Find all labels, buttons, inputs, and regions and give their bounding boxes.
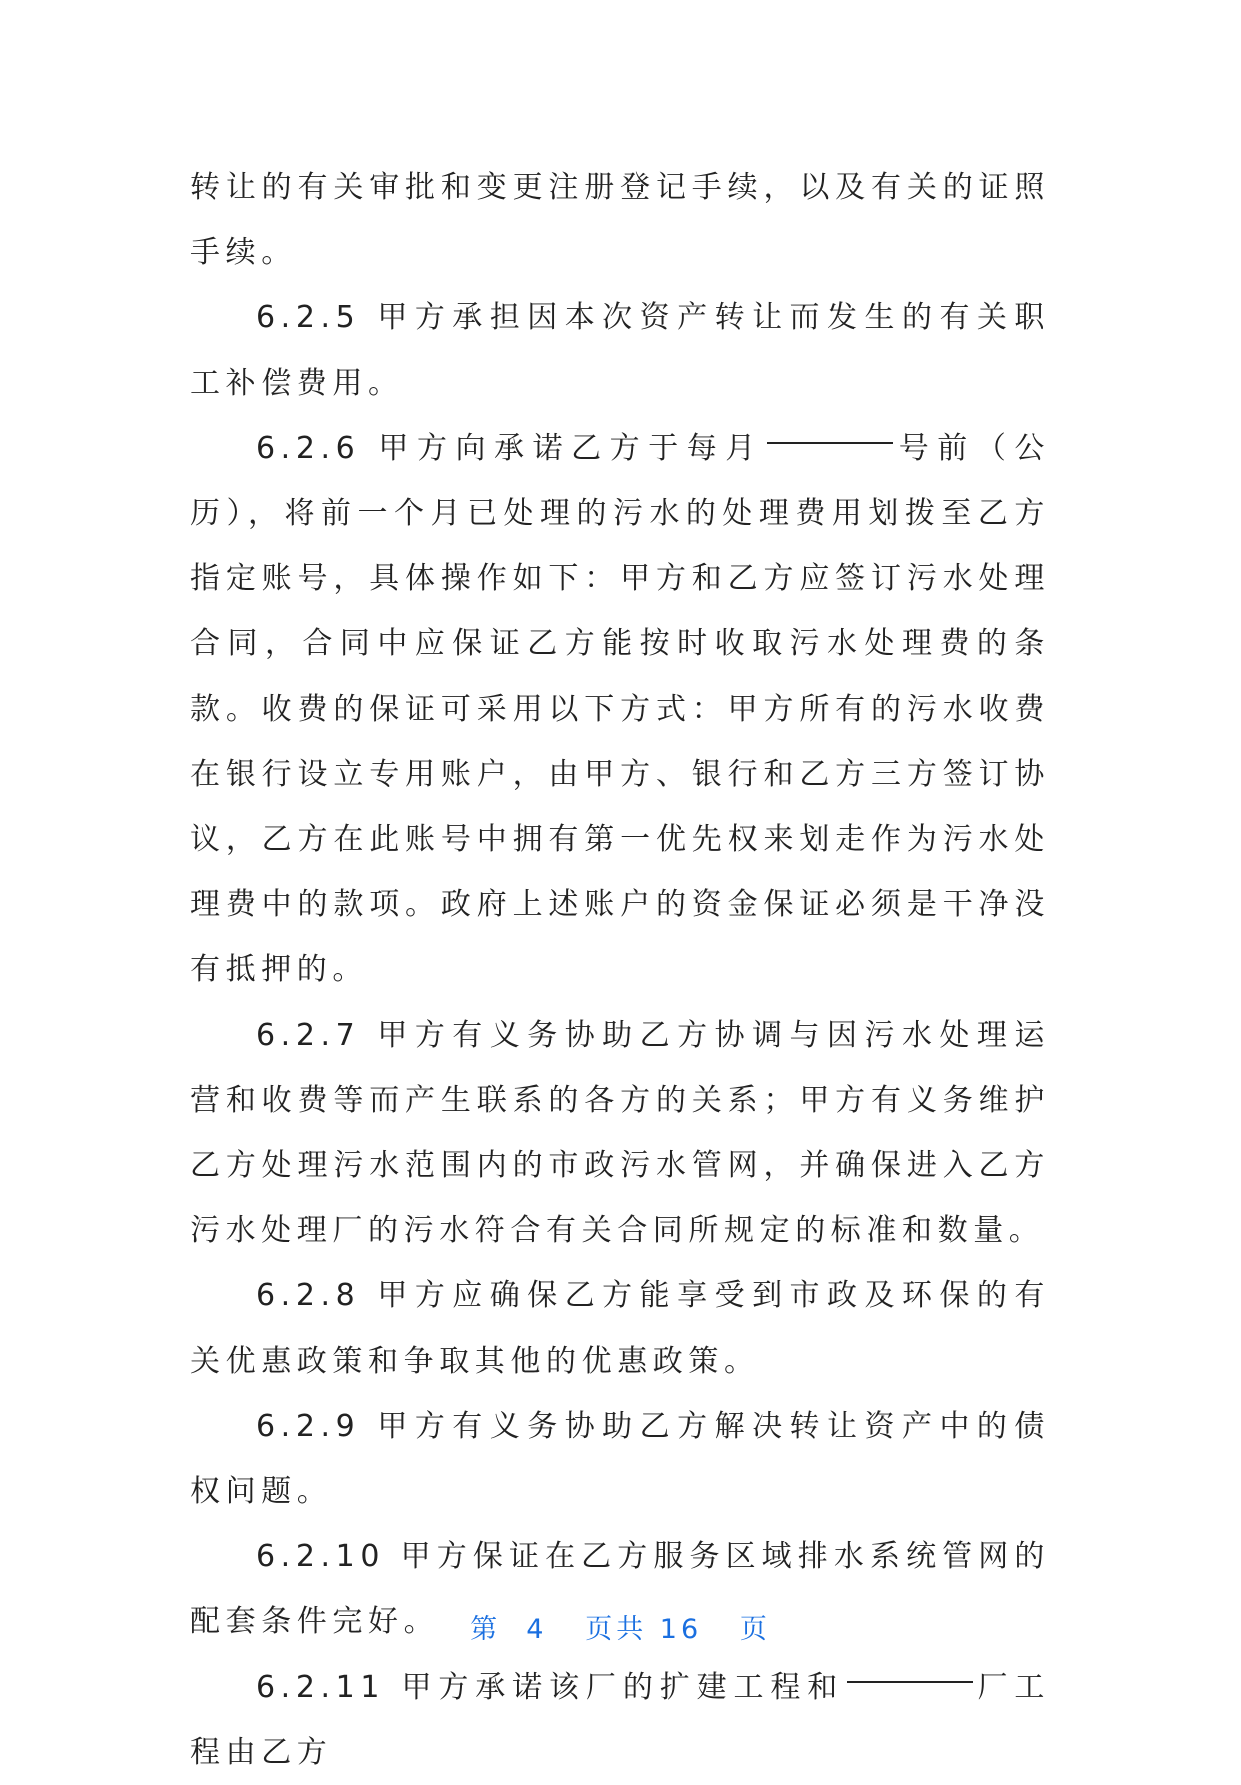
page-footer bbox=[0, 1607, 1241, 1646]
clause-6-2-11 bbox=[190, 1655, 1050, 1785]
footer-prefix: 第 bbox=[470, 1614, 502, 1645]
clause-6-2-6 bbox=[190, 416, 1050, 1003]
clause-6-2-11-part1: 6.2.11 甲方承诺该厂的扩建工程和 bbox=[256, 1669, 845, 1705]
clause-6-2-10: 6.2.10 甲方保证在乙方服务区域排水系统管网的配套条件完好。 bbox=[190, 1539, 1050, 1640]
clause-6-2-6-part1: 6.2.6 甲方向承诺乙方于每月 bbox=[256, 430, 764, 466]
total-pages-number: 16 bbox=[659, 1614, 703, 1645]
fill-blank-plant bbox=[847, 1681, 973, 1683]
fill-blank-day bbox=[767, 442, 893, 444]
document-body bbox=[190, 155, 1050, 1785]
footer-suffix: 页 bbox=[739, 1614, 771, 1645]
clause-6-2-8: 6.2.8 甲方应确保乙方能享受到市政及环保的有关优惠政策和争取其他的优惠政策。 bbox=[190, 1278, 1050, 1379]
clause-6-2-9: 6.2.9 甲方有义务协助乙方解决转让资产中的债权问题。 bbox=[190, 1408, 1050, 1510]
clause-6-2-6-part2: 号前（公历），将前一个月已处理的污水的处理费用划拨至乙方指定账号，具体操作如下：甲方和乙方应签订污水处理合同，合同中应保证乙方能按时收取污水处理费的条款。收费的保证可采用以下方式：甲方所有的污水收费在银行设立专用账户，由甲方、银行和乙方三方签订协议，乙方在此账号中拥有第一优先权来划走作为污水处理费中的款项。政府上述账户的资金保证必须是干净没有抵押的。 bbox=[190, 430, 1050, 988]
current-page-number: 4 bbox=[526, 1614, 548, 1645]
clause-6-2-5: 6.2.5 甲方承担因本次资产转让而发生的有关职工补偿费用。 bbox=[190, 300, 1050, 401]
footer-middle: 页共 bbox=[585, 1614, 648, 1645]
paragraph-continuation: 转让的有关审批和变更注册登记手续，以及有关的证照手续。 bbox=[190, 170, 1050, 271]
clause-6-2-7: 6.2.7 甲方有义务协助乙方协调与因污水处理运营和收费等而产生联系的各方的关系；甲方有义务维护乙方处理污水范围内的市政污水管网，并确保进入乙方污水处理厂的污水符合有关合同所规定的标准和数量。 bbox=[190, 1017, 1050, 1249]
clause-6-2-11-part2: 厂工程由乙方 bbox=[190, 1669, 1050, 1770]
